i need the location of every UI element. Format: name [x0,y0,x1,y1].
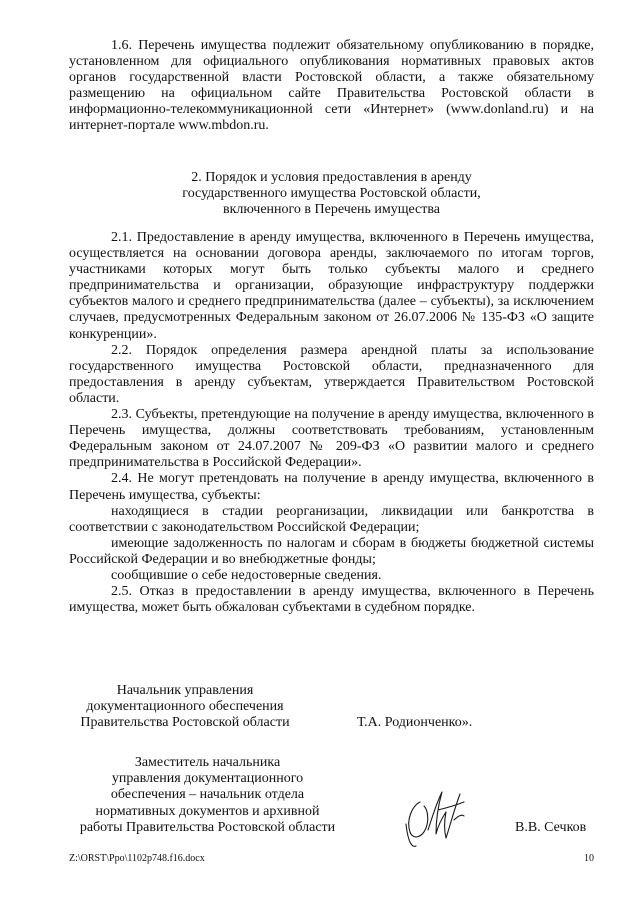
signature-2-line3: обеспечения – начальник отдела [110,787,305,803]
signature-2-name: В.В. Сечков [515,820,587,835]
paragraph-2-4: 2.4. Не могут претендовать на получение в аренду имущества, включенного в Перечень имущества, субъекты: [69,471,594,503]
list-item-tax-debt: имеющие задолженность по налогам и сборам в бюджеты бюджетной системы Российской Федерации и во внебюджетные фонды; [69,535,594,567]
signature-1-line2: документационного обеспечения [86,699,284,715]
file-path: Z:\ORST\Ppo\1102p748.f16.docx [69,853,205,864]
handwritten-signature [398,780,470,850]
paragraph-2-3: 2.3. Субъекты, претендующие на получение в аренду имущества, включенного в Перечень имущества, должны соответствовать требованиям, установленным Федеральным законом от 24.07.2007 № 209-ФЗ «О развитии малого и среднего предпринимательства в Российской Федерации». [69,407,594,471]
signature-2-line5: работы Правительства Ростовской области [79,819,336,835]
section-2-body [69,230,594,616]
signature-1-name: Т.А. Родионченко». [357,715,473,730]
list-item-false-info: сообщившие о себе недостоверные сведения. [111,567,382,583]
signature-1-line3: Правительства Ростовской области [80,715,290,731]
signature-2-line2: управления документационного [111,771,304,787]
signature-1-line1: Начальник управления [116,683,254,698]
page-footer [69,853,594,864]
signature-2-line1: Заместитель начальника [134,755,281,770]
page-number: 10 [584,853,594,864]
section-2-heading [69,170,594,218]
section-2-heading-line2: государственного имущества Ростовской области, [182,186,481,202]
paragraph-2-5: 2.5. Отказ в предоставлении в аренду имущества, включенного в Перечень имущества, может быть обжалован субъектами в судебном порядке. [69,584,594,616]
signature-2-title [69,755,346,836]
section-2-heading-line3: включенного в Перечень имущества [222,202,441,218]
signature-2-line4: нормативных документов и архивной [95,803,320,819]
paragraph-2-1: 2.1. Предоставление в аренду имущества, включенного в Перечень имущества, осуществляется на основании договора аренды, заключаемого по итогам торгов, участниками которых могут быть только субъекты малого и среднего предпринимательства и организации, образующие инфраструктуру поддержки субъектов малого и среднего предпринимательства (далее – субъекты), за исключением случаев, предусмотренных Федеральным законом от 26.07.2006 № 135-ФЗ «О защите конкуренции». [69,230,594,342]
signature-1-title [69,683,301,732]
section-2-heading-line1: 2. Порядок и условия предоставления в аренду [191,170,472,185]
paragraph-2-2: 2.2. Порядок определения размера арендной платы за использование государственного имущества Ростовской области, предназначенного для предоставления в аренду субъектам, утверждается Правительством Ростовской области. [69,342,594,406]
list-item-reorganization: находящиеся в стадии реорганизации, ликвидации или банкротства в соответствии с законодательством Российской Федерации; [69,503,594,535]
section-1-6-paragraph: 1.6. Перечень имущества подлежит обязательному опубликованию в порядке, установленном для официального опубликования нормативных правовых актов органов государственной власти Ростовской области, а также обязательному размещению на официальном сайте Правительства Ростовской области в информационно-телекоммуникационной сети «Интернет» (www.donland.ru) и на интернет-портале www.mbdon.ru. [69,38,594,134]
